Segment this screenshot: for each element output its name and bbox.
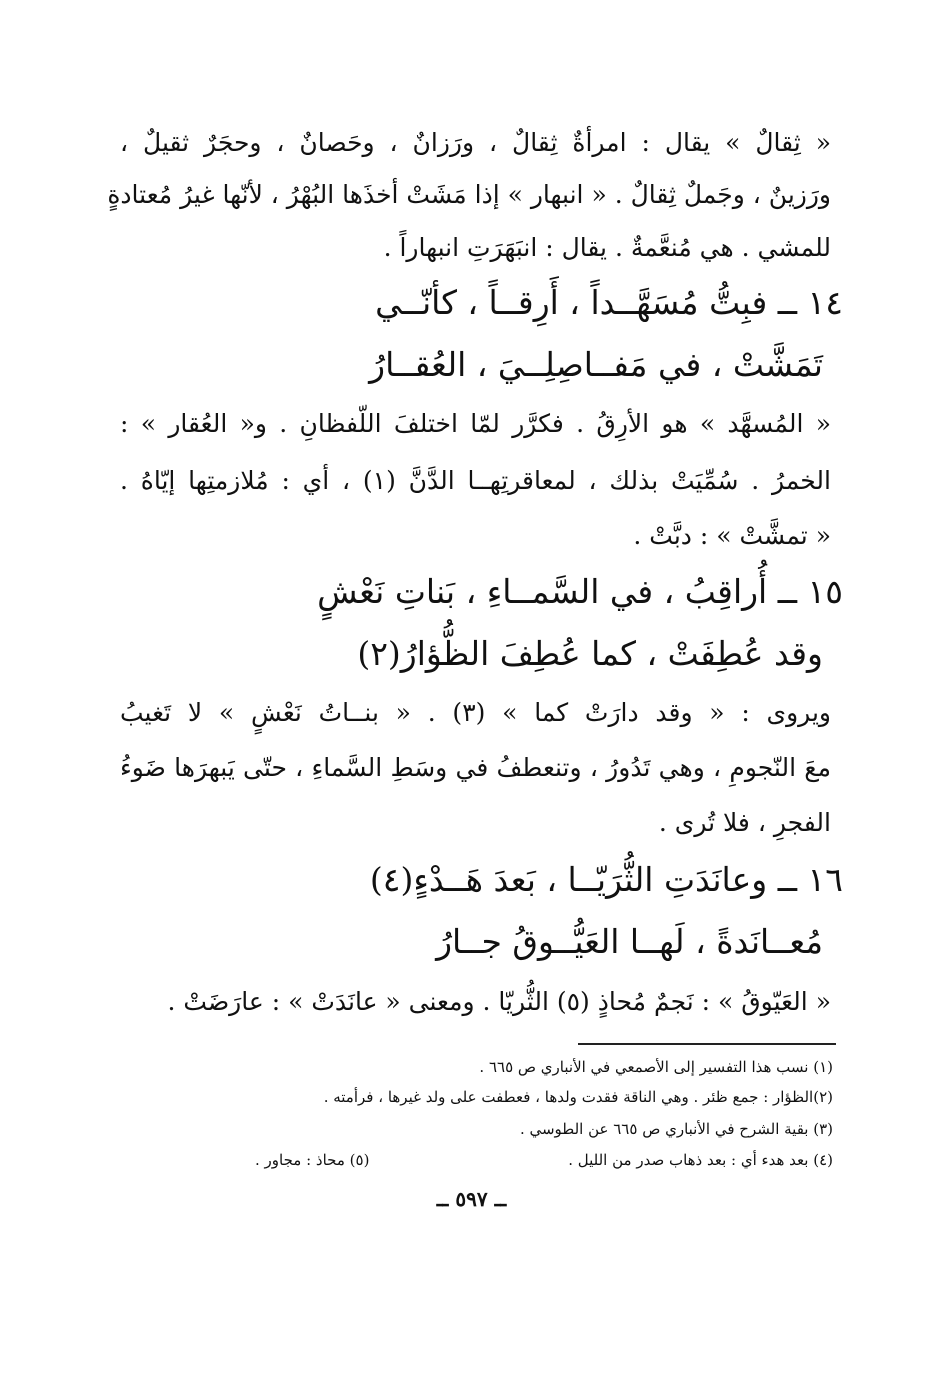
body-line: للمشي . هي مُنعَّمةٌ . يقال : انبَهَرَتِ انبهاراً . [383,233,831,262]
footnote-divider [578,1043,836,1045]
body-line: « ثِقالٌ » يقال : امرأةٌ ثِقالٌ ، ورَزانٌ ، وحَصانٌ ، وحجَرٌ ثقيلٌ ، [120,128,831,157]
commentary-line: الفجرِ ، فلا تُرى . [658,808,831,837]
commentary-line: معَ النّجومِ ، وهي تَدُورُ ، وتنعطفُ في وسَطِ السَّماءِ ، حتّى يَبهرَها ضَوءُ [120,753,831,782]
page-number: ــ ٥٩٧ ــ [436,1187,507,1211]
verse-16-second-hemistich: مُعــانَدةً ، لَهــا العَيُّــوقُ جــارُ [436,922,823,961]
verse-16-first-hemistich: ١٦ ــ وعانَدَتِ الثُّرَيّــا ، بَعدَ هَــدْءٍ(٤) [369,860,843,899]
verse-14-second-hemistich: تَمَشَّتْ ، في مَفــاصِلِــيَ ، العُقــارُ [369,345,823,384]
commentary-line: « المُسهَّد » هو الأرِقُ . فكرَّر لمّا اختلفَ اللّفظانِ . و« العُقار » : [120,409,831,438]
body-line: ورَزينٌ ، وجَملٌ ثِقالٌ . « انبهار » إذا مَشَتْ أخذَها البُهْرُ ، لأنّها غيرُ مُعتادةٍ [107,180,831,209]
footnote: (٣) بقية الشرح في الأنباري ص ٦٦٥ عن الطوسي . [519,1120,833,1138]
commentary-line: الخمرُ . سُمِّيَتْ بذلك ، لمعاقرتِهــا الدَّنَّ (١) ، أي : مُلازمتِها إيّاهُ . [120,466,831,495]
footnote: (٥) محاذ : مجاور . [255,1151,370,1169]
footnote: (٤) بعد هدء أي : بعد ذهاب صدر من الليل . [568,1151,833,1169]
footnote: (٢)الظؤار : جمع ظئر . وهي الناقة فقدت ولدها ، فعطفت على ولد غيرها ، فرأمته . [323,1088,833,1106]
commentary-line: « العَيّوقُ » : نَجمٌ مُحاذٍ (٥) الثُّريّا . ومعنى « عانَدَتْ » : عارَضَتْ . [167,987,831,1016]
footnote: (١) نسب هذا التفسير إلى الأصمعي في الأنباري ص ٦٦٥ . [479,1058,833,1076]
commentary-line: ويروى : « وقد دارَتْ كما » (٣) . « بنــاتُ نَعْشٍ » لا تَغيبُ [120,698,831,727]
verse-15-first-hemistich: ١٥ ــ أُراقِبُ ، في السَّمــاءِ ، بَناتِ نَعْشٍ [317,572,843,611]
verse-15-second-hemistich: وقد عُطِفَتْ ، كما عُطِفَ الظُّؤارُ(٢) [357,634,823,673]
verse-14-first-hemistich: ١٤ ــ فبِتُّ مُسَهَّــداً ، أَرِقــاً ، كأنّــي [375,283,843,322]
commentary-line: « تمشَّتْ » : دبَّتْ . [633,521,831,550]
